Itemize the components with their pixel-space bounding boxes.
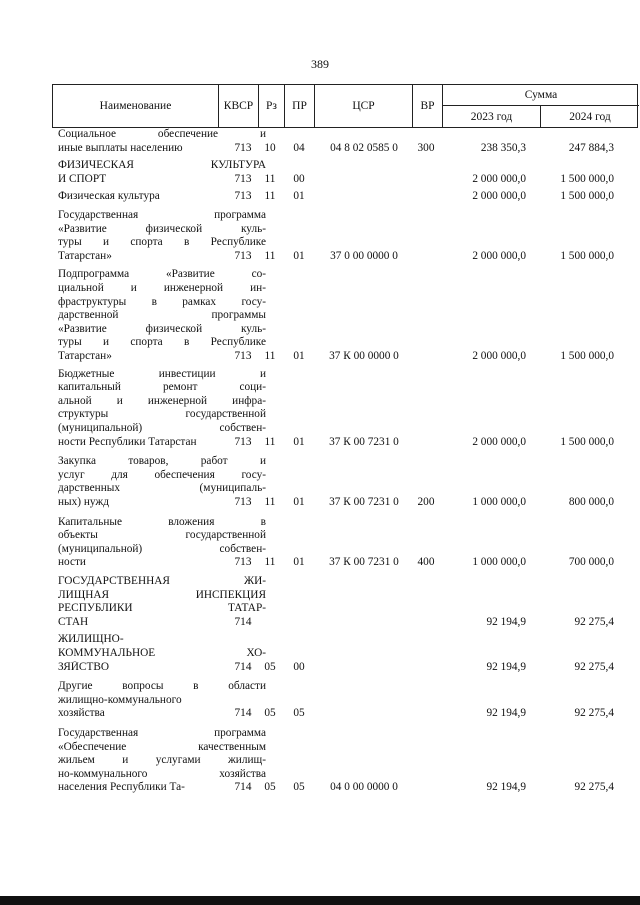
row-kvsr: 714: [234, 781, 252, 794]
row-name-line: Государственная программа: [58, 726, 266, 739]
row-kvsr: 713: [234, 435, 252, 448]
row-name-line: населения Республики Та-: [58, 781, 185, 794]
row-sum-2024: 1 500 000,0: [560, 172, 614, 185]
row-sum-2023: 92 194,9: [486, 660, 526, 673]
row-name-line: туры и спорта в Республике: [58, 236, 266, 249]
row-name-line: ЖИЛИЩНО-: [58, 633, 124, 646]
row-pr: 00: [293, 660, 305, 673]
row-kvsr: 713: [234, 349, 252, 362]
row-name-line: (муниципальной) собствен-: [58, 542, 266, 555]
row-sum-2023: 92 194,9: [486, 615, 526, 628]
row-sum-2023: 2 000 000,0: [472, 249, 526, 262]
row-sum-2024: 1 500 000,0: [560, 349, 614, 362]
row-name-line: Социальное обеспечение и: [58, 128, 266, 140]
row-name-line: но-коммунального хозяйства: [58, 767, 266, 780]
row-name-line: жильем и услугами жилищ-: [58, 754, 266, 767]
row-name-line: «Развитие физической куль-: [58, 322, 266, 335]
row-pr: 01: [293, 249, 305, 262]
row-rz: 11: [264, 190, 276, 203]
row-sum-2024: 1 500 000,0: [560, 249, 614, 262]
row-rz: 11: [264, 249, 276, 262]
table-header: [52, 84, 638, 128]
row-sum-2024: 92 275,4: [574, 781, 614, 794]
row-name-line: дарственных (муниципаль-: [58, 482, 266, 495]
row-name-line: Государственная программа: [58, 208, 266, 221]
table-row: [52, 516, 638, 575]
row-sum-2023: 1 000 000,0: [472, 556, 526, 569]
row-pr: 01: [293, 556, 305, 569]
row-name-line: Подпрограмма «Развитие со-: [58, 268, 266, 281]
row-csr: 04 8 02 0585 0: [330, 141, 398, 154]
row-name-line: «Развитие физической куль-: [58, 222, 266, 235]
row-pr: 04: [293, 141, 305, 154]
row-pr: 00: [293, 172, 305, 185]
table-row: [52, 368, 638, 456]
row-pr: 05: [293, 781, 305, 794]
row-csr: 04 0 00 0000 0: [330, 781, 398, 794]
header-csr: ЦСР: [315, 85, 413, 127]
row-pr: 01: [293, 190, 305, 203]
row-sum-2023: 238 350,3: [480, 141, 526, 154]
row-name-line: ных) нужд: [58, 495, 109, 508]
row-pr: 01: [293, 495, 305, 508]
row-name-line: ГОСУДАРСТВЕННАЯ ЖИ-: [58, 574, 266, 587]
row-kvsr: 714: [234, 615, 252, 628]
row-sum-2023: 2 000 000,0: [472, 435, 526, 448]
row-name-line: РЕСПУБЛИКИ ТАТАР-: [58, 602, 266, 615]
row-sum-2023: 1 000 000,0: [472, 495, 526, 508]
table-row: [52, 727, 638, 801]
row-rz: 10: [264, 141, 276, 154]
row-sum-2024: 1 500 000,0: [560, 190, 614, 203]
row-sum-2024: 92 275,4: [574, 707, 614, 720]
row-sum-2023: 2 000 000,0: [472, 190, 526, 203]
row-name-line: «Обеспечение качественным: [58, 740, 266, 753]
header-year-2023: 2023 год: [443, 106, 541, 128]
page-number: 389: [311, 57, 329, 71]
row-csr: 37 0 00 0000 0: [330, 249, 398, 262]
scan-bottom-edge: [0, 896, 640, 905]
row-csr: 37 К 00 7231 0: [329, 435, 399, 448]
row-sum-2023: 2 000 000,0: [472, 349, 526, 362]
header-name: Наименование: [53, 85, 219, 127]
table-row: [52, 680, 638, 727]
row-sum-2023: 92 194,9: [486, 781, 526, 794]
row-name-line: ности: [58, 556, 86, 569]
row-kvsr: 713: [234, 172, 252, 185]
table-row: [52, 633, 638, 680]
row-name-line: И СПОРТ: [58, 172, 107, 185]
row-name-line: (муниципальной) собствен-: [58, 421, 266, 434]
row-kvsr: 714: [234, 707, 252, 720]
row-name-line: иные выплаты населению: [58, 141, 183, 154]
header-pr: ПР: [285, 85, 315, 127]
row-name-line: ЛИЩНАЯ ИНСПЕКЦИЯ: [58, 588, 266, 601]
row-name-line: Капитальные вложения в: [58, 515, 266, 528]
row-name-line: альной и инженерной инфра-: [58, 394, 266, 407]
row-pr: 01: [293, 435, 305, 448]
row-sum-2023: 2 000 000,0: [472, 172, 526, 185]
table-row: [52, 268, 638, 367]
row-kvsr: 713: [234, 249, 252, 262]
row-rz: 11: [264, 556, 276, 569]
row-name-line: циальной и инженерной ин-: [58, 281, 266, 294]
table-row: [52, 128, 638, 159]
row-rz: 11: [264, 172, 276, 185]
row-name-line: дарственной программы: [58, 309, 266, 322]
table-row: [52, 209, 638, 268]
row-sum-2024: 92 275,4: [574, 660, 614, 673]
row-csr: 37 К 00 7231 0: [329, 556, 399, 569]
row-name-line: фраструктуры в рамках госу-: [58, 295, 266, 308]
row-name-line: жилищно-коммунального: [58, 693, 182, 706]
row-name-line: капитальный ремонт соци-: [58, 381, 266, 394]
row-sum-2024: 92 275,4: [574, 615, 614, 628]
row-name-line: услуг для обеспечения госу-: [58, 468, 266, 481]
row-vr: 400: [417, 556, 435, 569]
row-sum-2024: 800 000,0: [568, 495, 614, 508]
row-name-line: СТАН: [58, 615, 89, 628]
row-kvsr: 713: [234, 190, 252, 203]
row-sum-2024: 247 884,3: [568, 141, 614, 154]
row-rz: 05: [264, 660, 276, 673]
row-name-line: КОММУНАЛЬНОЕ ХО-: [58, 646, 266, 659]
table-body: [52, 128, 638, 801]
row-vr: 300: [417, 141, 435, 154]
header-vr: ВР: [413, 85, 443, 127]
table-row: [52, 455, 638, 515]
row-name-line: ЗЯЙСТВО: [58, 660, 110, 673]
header-rz: Рз: [259, 85, 285, 127]
row-rz: 11: [264, 349, 276, 362]
header-sum: Сумма: [443, 85, 639, 106]
row-sum-2024: 700 000,0: [568, 556, 614, 569]
row-name-line: туры и спорта в Республике: [58, 336, 266, 349]
row-name-line: Физическая культура: [58, 190, 160, 203]
row-name-line: структуры государственной: [58, 408, 266, 421]
table-row: [52, 575, 638, 633]
row-name-line: Закупка товаров, работ и: [58, 455, 266, 468]
row-name-line: Татарстан»: [58, 249, 112, 262]
row-kvsr: 713: [234, 556, 252, 569]
header-year-2024: 2024 год: [569, 111, 611, 123]
row-rz: 11: [264, 435, 276, 448]
row-name-line: хозяйства: [58, 707, 105, 720]
row-rz: 05: [264, 707, 276, 720]
row-pr: 05: [293, 707, 305, 720]
row-pr: 01: [293, 349, 305, 362]
row-name-line: Бюджетные инвестиции и: [58, 367, 266, 380]
table-row: [52, 159, 638, 190]
row-vr: 200: [417, 495, 435, 508]
row-kvsr: 713: [234, 495, 252, 508]
row-name-line: Татарстан»: [58, 349, 112, 362]
row-rz: 05: [264, 781, 276, 794]
row-name-line: Другие вопросы в области: [58, 680, 266, 693]
row-kvsr: 714: [234, 660, 252, 673]
row-name-line: объекты государственной: [58, 529, 266, 542]
row-sum-2023: 92 194,9: [486, 707, 526, 720]
row-name-line: ФИЗИЧЕСКАЯ КУЛЬТУРА: [58, 159, 266, 172]
row-name-line: ности Республики Татарстан: [58, 435, 197, 448]
row-kvsr: 713: [234, 141, 252, 154]
header-kvsr: КВСР: [219, 85, 259, 127]
row-csr: 37 К 00 7231 0: [329, 495, 399, 508]
row-csr: 37 К 00 0000 0: [329, 349, 399, 362]
row-sum-2024: 1 500 000,0: [560, 435, 614, 448]
table-row: [52, 190, 638, 209]
row-rz: 11: [264, 495, 276, 508]
